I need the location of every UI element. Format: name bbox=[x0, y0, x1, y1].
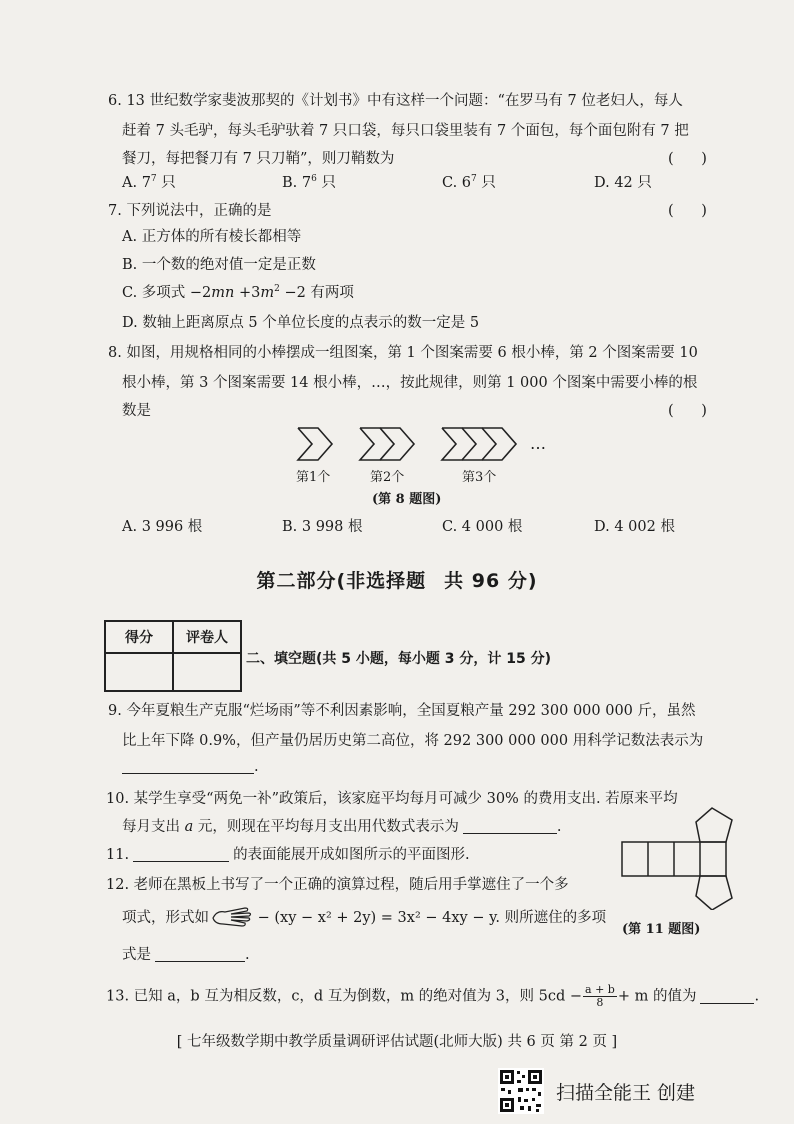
q9-answer-blank[interactable] bbox=[122, 757, 254, 774]
q6-line2: 赶着 7 头毛驴，每头毛驴驮着 7 只口袋，每只口袋里装有 7 个面包，每个面包附有 7 把 bbox=[122, 123, 689, 139]
q11-answer-blank[interactable] bbox=[133, 845, 229, 862]
q7-option-d: D. 数轴上距离原点 5 个单位长度的点表示的数一定是 5 bbox=[122, 315, 480, 331]
q13-answer-blank[interactable] bbox=[700, 987, 754, 1004]
q8-fig-caption: (第 8 题图) bbox=[372, 492, 442, 507]
q7-stem: 7. 下列说法中，正确的是 bbox=[108, 203, 272, 219]
chevron-shape-3a bbox=[442, 428, 476, 460]
net-pentagon-top bbox=[696, 808, 732, 842]
q12-line2: 项式，形式如 − (xy − x² + 2y) = 3x² − 4xy − y. 则所遮住的多项 bbox=[122, 904, 606, 929]
q6-line1: 6. 13 世纪数学家斐波那契的《计划书》中有这样一个问题：“在罗马有 7 位老妇人，每人 bbox=[108, 93, 683, 109]
q6-line3: 餐刀，每把餐刀有 7 只刀鞘”，则刀鞘数为 bbox=[122, 151, 395, 167]
q13-line: 13. 已知 a，b 互为相反数，c，d 互为倒数，m 的绝对值为 3，则 5cd − $\frac{a + b}{8}$ + m 的值为 . bbox=[106, 983, 760, 1009]
q8-answer-paren: ( ) bbox=[668, 403, 707, 419]
q12-answer-blank[interactable] bbox=[155, 945, 245, 962]
q8-chevron-figure bbox=[290, 422, 560, 472]
q8-option-d: D. 4 002 根 bbox=[594, 519, 675, 535]
score-header: 得分 bbox=[105, 621, 173, 653]
net-pentagon-bottom bbox=[696, 876, 732, 910]
q8-line3: 数是 bbox=[122, 403, 151, 419]
hand-icon bbox=[209, 904, 253, 928]
q10-line1: 10. 某学生享受“两免一补”政策后，该家庭平均每月可减少 30% 的费用支出. 若原来平均 bbox=[106, 791, 678, 807]
scanner-watermark: 扫描全能王 创建 bbox=[556, 1082, 696, 1104]
q7-option-c: C. 多项式 $-2mn +3m^2 -2$ 有两项 bbox=[122, 284, 354, 301]
chevron-shape-2a bbox=[360, 428, 394, 460]
score-table bbox=[104, 620, 242, 692]
q6-option-b: B. $7^6$ 只 bbox=[282, 174, 336, 191]
section2-heading: 二、填空题(共 5 小题，每小题 3 分，计 15 分) bbox=[246, 651, 552, 667]
q7-option-a: A. 正方体的所有棱长都相等 bbox=[122, 229, 302, 245]
chevron-shape-1 bbox=[298, 428, 332, 460]
q6-option-a: A. $7^7$ 只 bbox=[122, 174, 176, 191]
q11-fig-caption: (第 11 题图) bbox=[622, 922, 701, 937]
score-cell[interactable] bbox=[105, 653, 173, 691]
q7-option-b: B. 一个数的绝对值一定是正数 bbox=[122, 257, 316, 273]
q10-answer-blank[interactable] bbox=[463, 817, 557, 834]
q9-line1: 9. 今年夏粮生产克服“烂场雨”等不利因素影响，全国夏粮产量 292 300 000 000 斤，虽然 bbox=[108, 703, 696, 719]
q8-fig-ellipsis: … bbox=[530, 434, 546, 453]
q8-fig-label-2: 第2个 bbox=[370, 470, 405, 485]
q8-line2: 根小棒，第 3 个图案需要 14 根小棒，…，按此规律，则第 1 000 个图案中需要小棒的根 bbox=[122, 375, 698, 391]
qr-code-icon bbox=[498, 1068, 544, 1114]
q7-answer-paren: ( ) bbox=[668, 203, 707, 219]
q6-answer-paren: ( ) bbox=[668, 151, 707, 167]
part2-title: 第二部分(非选择题 共 96 分) bbox=[256, 570, 538, 592]
q9-answer-line: . bbox=[122, 756, 259, 778]
q8-option-c: C. 4 000 根 bbox=[442, 519, 523, 535]
grader-header: 评卷人 bbox=[173, 621, 241, 653]
q8-option-a: A. 3 996 根 bbox=[122, 519, 203, 535]
grader-cell[interactable] bbox=[173, 653, 241, 691]
q8-line1: 8. 如图，用规格相同的小棒摆成一组图案，第 1 个图案需要 6 根小棒，第 2 个图案需要 10 bbox=[108, 345, 698, 361]
q13-fraction: $\frac{a + b}{8}$ bbox=[585, 983, 615, 1009]
q8-option-b: B. 3 998 根 bbox=[282, 519, 363, 535]
q11-net-figure bbox=[616, 800, 736, 910]
q11-line: 11. 的表面能展开成如图所示的平面图形. bbox=[106, 847, 470, 863]
q8-fig-label-3: 第3个 bbox=[462, 470, 497, 485]
q12-line1: 12. 老师在黑板上书写了一个正确的演算过程，随后用手掌遮住了一个多 bbox=[106, 877, 569, 893]
q6-option-d: D. 42 只 bbox=[594, 175, 652, 191]
q6-option-c: C. $6^7$ 只 bbox=[442, 174, 496, 191]
q9-line2: 比上年下降 0.9%，但产量仍居历史第二高位，将 292 300 000 000 用科学记数法表示为 bbox=[122, 733, 704, 749]
page-footer: [ 七年级数学期中教学质量调研评估试题(北师大版) 共 6 页 第 2 页 ] bbox=[176, 1034, 618, 1050]
q12-line3: 式是 . bbox=[122, 947, 250, 963]
q10-line2: 每月支出 a 元，则现在平均每月支出用代数式表示为 . bbox=[122, 819, 562, 835]
q8-fig-label-1: 第1个 bbox=[296, 470, 331, 485]
